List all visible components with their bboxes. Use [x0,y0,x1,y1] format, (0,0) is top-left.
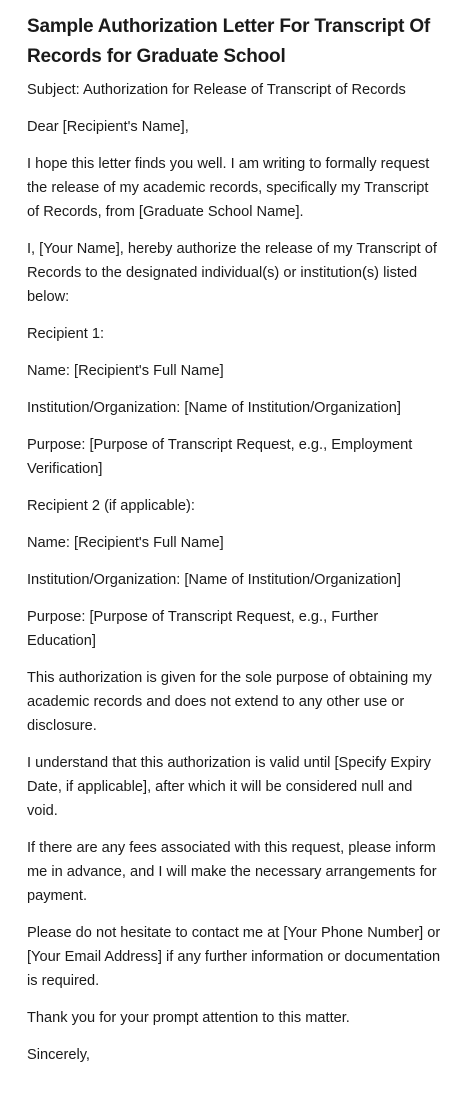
letter-title: Sample Authorization Letter For Transcript Of Records for Graduate School [27,16,431,67]
subject-line: Subject: Authorization for Release of Transcript of Records [27,82,406,98]
closing: Sincerely, [27,1047,90,1063]
validity-paragraph: I understand that this authorization is valid until [Specify Expiry Date, if applicable], after which it will be considered null and void. [27,755,431,819]
recipient-1-institution: Institution/Organization: [Name of Institution/Organization] [27,400,401,416]
recipient-2-name: Name: [Recipient's Full Name] [27,535,224,551]
authorization-paragraph: I, [Your Name], hereby authorize the release of my Transcript of Records to the designated individual(s) or institution(s) listed below: [27,241,437,305]
recipient-2-purpose: Purpose: [Purpose of Transcript Request, e.g., Further Education] [27,609,379,649]
contact-paragraph: Please do not hesitate to contact me at [Your Phone Number] or [Your Email Address] if any further information or documentation is required. [27,925,441,989]
thanks-paragraph: Thank you for your prompt attention to this matter. [27,1010,350,1026]
intro-paragraph: I hope this letter finds you well. I am writing to formally request the release of my academic records, specifically my Transcript of Records, from [Graduate School Name]. [27,156,430,220]
recipient-2-institution: Institution/Organization: [Name of Institution/Organization] [27,572,401,588]
recipient-2-heading: Recipient 2 (if applicable): [27,498,195,514]
scope-paragraph: This authorization is given for the sole purpose of obtaining my academic records and does not extend to any other use or disclosure. [27,670,432,734]
recipient-1-heading: Recipient 1: [27,326,105,342]
recipient-1-purpose: Purpose: [Purpose of Transcript Request, e.g., Employment Verification] [27,437,413,477]
salutation: Dear [Recipient's Name], [27,119,189,135]
recipient-1-name: Name: [Recipient's Full Name] [27,363,224,379]
fees-paragraph: If there are any fees associated with this request, please inform me in advance, and I will make the necessary arrangements for payment. [27,840,437,904]
